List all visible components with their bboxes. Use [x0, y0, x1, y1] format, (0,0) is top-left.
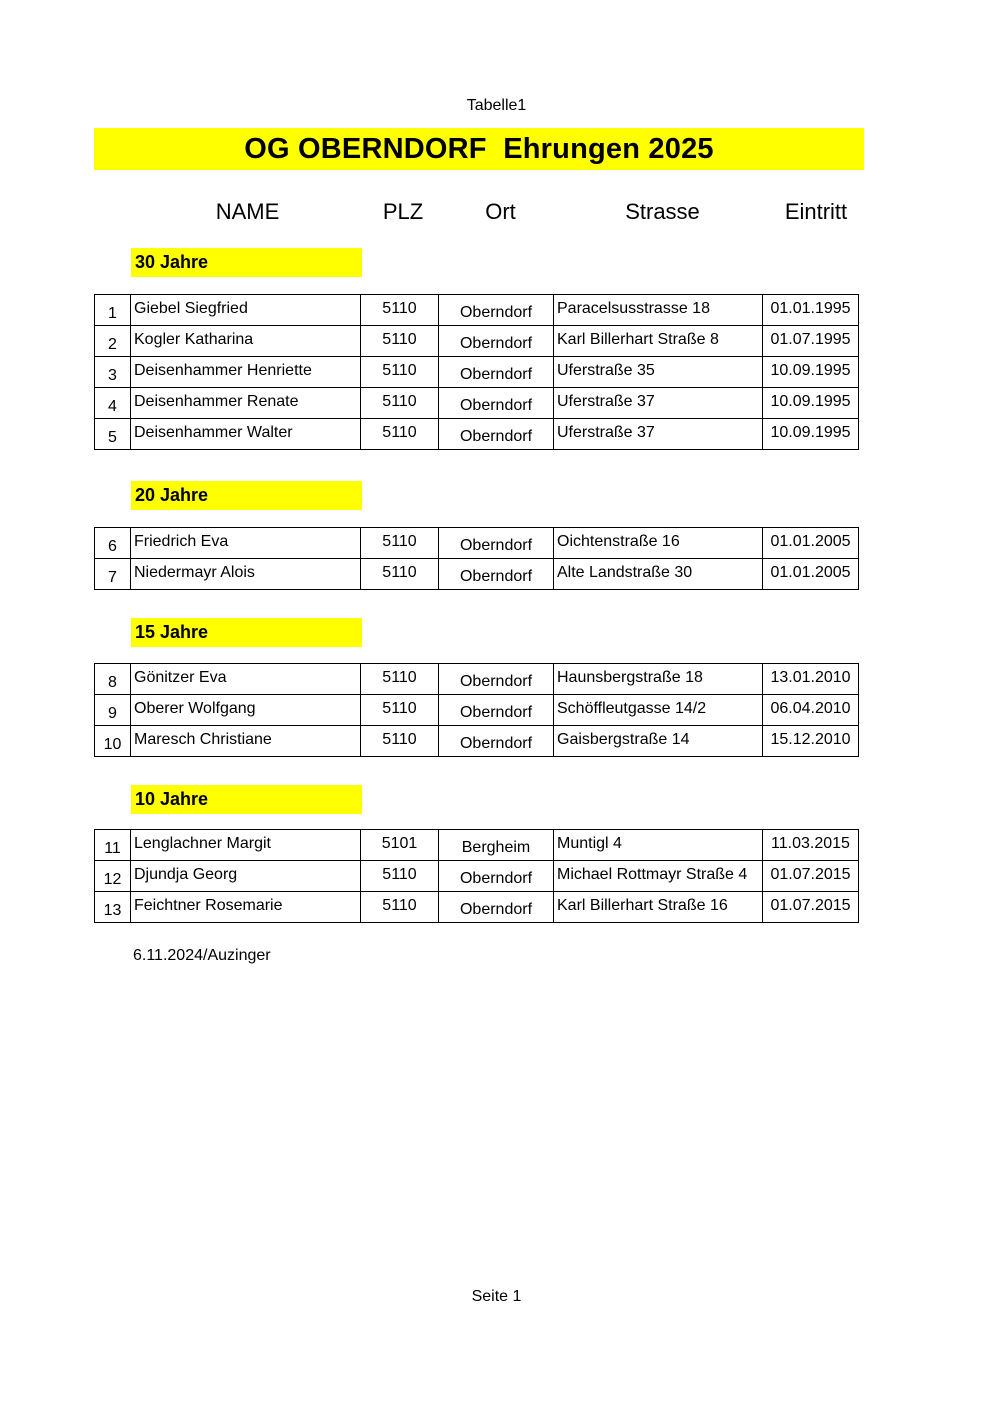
street-address-cell: Michael Rottmayr Straße 4: [554, 861, 763, 892]
member-name-cell: Friedrich Eva: [131, 528, 361, 559]
town-cell: Bergheim: [439, 830, 554, 861]
footnote: 6.11.2024/Auzinger: [133, 947, 271, 964]
entry-date-cell: 01.01.1995: [763, 295, 859, 326]
postal-code-cell: 5110: [361, 861, 439, 892]
town-cell: Oberndorf: [439, 559, 554, 590]
town-cell: Oberndorf: [439, 357, 554, 388]
table-row: [95, 695, 859, 726]
postal-code-cell: 5110: [361, 326, 439, 357]
entry-date-cell: 11.03.2015: [763, 830, 859, 861]
member-name-cell: Feichtner Rosemarie: [131, 892, 361, 923]
table-row: [95, 295, 859, 326]
street-address-cell: Paracelsusstrasse 18: [554, 295, 763, 326]
postal-code-cell: 5110: [361, 695, 439, 726]
street-address-cell: Karl Billerhart Straße 8: [554, 326, 763, 357]
row-number-cell: 7: [95, 559, 131, 590]
entry-date-cell: 10.09.1995: [763, 419, 859, 450]
street-address-cell: Haunsbergstraße 18: [554, 664, 763, 695]
row-number-cell: 12: [95, 861, 131, 892]
town-cell: Oberndorf: [439, 419, 554, 450]
town-cell: Oberndorf: [439, 664, 554, 695]
street-address-cell: Uferstraße 37: [554, 419, 763, 450]
town-cell: Oberndorf: [439, 726, 554, 757]
postal-code-cell: 5110: [361, 295, 439, 326]
sheet-name: Tabelle1: [466, 97, 527, 114]
row-number-cell: 3: [95, 357, 131, 388]
street-address-cell: Oichtenstraße 16: [554, 528, 763, 559]
entry-date-cell: 06.04.2010: [763, 695, 859, 726]
member-name-cell: Niedermayr Alois: [131, 559, 361, 590]
row-number-cell: 4: [95, 388, 131, 419]
member-name-cell: Kogler Katharina: [131, 326, 361, 357]
entry-date-cell: 01.07.2015: [763, 861, 859, 892]
postal-code-cell: 5110: [361, 419, 439, 450]
town-cell: Oberndorf: [439, 695, 554, 726]
member-name-cell: Giebel Siegfried: [131, 295, 361, 326]
street-address-cell: Uferstraße 37: [554, 388, 763, 419]
column-header-eintritt: Eintritt: [784, 199, 848, 224]
entry-date-cell: 10.09.1995: [763, 388, 859, 419]
group-label-30-jahre: 30 Jahre: [131, 248, 362, 277]
street-address-cell: Karl Billerhart Straße 16: [554, 892, 763, 923]
group-table-20-jahre: [94, 527, 859, 590]
postal-code-cell: 5110: [361, 388, 439, 419]
group-label-15-jahre: 15 Jahre: [131, 618, 362, 647]
member-name-cell: Gönitzer Eva: [131, 664, 361, 695]
member-name-cell: Djundja Georg: [131, 861, 361, 892]
postal-code-cell: 5110: [361, 528, 439, 559]
street-address-cell: Muntigl 4: [554, 830, 763, 861]
column-header-plz: PLZ: [382, 199, 424, 224]
column-header-strasse: Strasse: [625, 199, 700, 224]
group-label-20-jahre: 20 Jahre: [131, 481, 362, 510]
table-row: [95, 892, 859, 923]
town-cell: Oberndorf: [439, 326, 554, 357]
postal-code-cell: 5110: [361, 726, 439, 757]
table-row: [95, 326, 859, 357]
entry-date-cell: 10.09.1995: [763, 357, 859, 388]
group-table-30-jahre: [94, 294, 859, 450]
postal-code-cell: 5110: [361, 892, 439, 923]
entry-date-cell: 01.01.2005: [763, 559, 859, 590]
postal-code-cell: 5110: [361, 559, 439, 590]
table-row: [95, 830, 859, 861]
row-number-cell: 5: [95, 419, 131, 450]
row-number-cell: 13: [95, 892, 131, 923]
page-number: Seite 1: [471, 1288, 522, 1305]
row-number-cell: 8: [95, 664, 131, 695]
town-cell: Oberndorf: [439, 861, 554, 892]
table-row: [95, 357, 859, 388]
table-row: [95, 528, 859, 559]
town-cell: Oberndorf: [439, 388, 554, 419]
row-number-cell: 11: [95, 830, 131, 861]
group-table-15-jahre: [94, 663, 859, 757]
street-address-cell: Gaisbergstraße 14: [554, 726, 763, 757]
page-title: OG OBERNDORF Ehrungen 2025: [244, 132, 714, 165]
entry-date-cell: 13.01.2010: [763, 664, 859, 695]
row-number-cell: 9: [95, 695, 131, 726]
table-row: [95, 559, 859, 590]
entry-date-cell: 01.01.2005: [763, 528, 859, 559]
entry-date-cell: 01.07.1995: [763, 326, 859, 357]
row-number-cell: 6: [95, 528, 131, 559]
group-label-10-jahre: 10 Jahre: [131, 785, 362, 814]
town-cell: Oberndorf: [439, 892, 554, 923]
table-row: [95, 726, 859, 757]
table-row: [95, 664, 859, 695]
member-name-cell: Lenglachner Margit: [131, 830, 361, 861]
street-address-cell: Uferstraße 35: [554, 357, 763, 388]
table-row: [95, 861, 859, 892]
table-row: [95, 388, 859, 419]
member-name-cell: Deisenhammer Henriette: [131, 357, 361, 388]
group-table-10-jahre: [94, 829, 859, 923]
member-name-cell: Deisenhammer Renate: [131, 388, 361, 419]
column-header-ort: Ort: [485, 199, 516, 224]
row-number-cell: 1: [95, 295, 131, 326]
row-number-cell: 10: [95, 726, 131, 757]
column-header-name: NAME: [215, 199, 280, 224]
postal-code-cell: 5110: [361, 664, 439, 695]
street-address-cell: Schöffleutgasse 14/2: [554, 695, 763, 726]
entry-date-cell: 15.12.2010: [763, 726, 859, 757]
member-name-cell: Maresch Christiane: [131, 726, 361, 757]
postal-code-cell: 5101: [361, 830, 439, 861]
member-name-cell: Deisenhammer Walter: [131, 419, 361, 450]
town-cell: Oberndorf: [439, 295, 554, 326]
town-cell: Oberndorf: [439, 528, 554, 559]
title-banner: [94, 128, 864, 170]
street-address-cell: Alte Landstraße 30: [554, 559, 763, 590]
postal-code-cell: 5110: [361, 357, 439, 388]
entry-date-cell: 01.07.2015: [763, 892, 859, 923]
member-name-cell: Oberer Wolfgang: [131, 695, 361, 726]
row-number-cell: 2: [95, 326, 131, 357]
table-row: [95, 419, 859, 450]
